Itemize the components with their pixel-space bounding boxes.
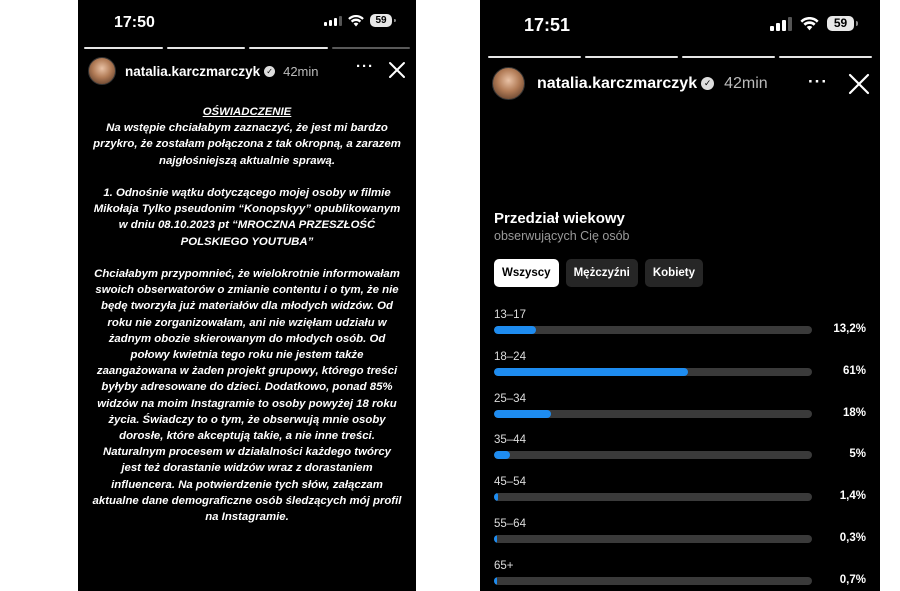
story-progress-bar — [488, 56, 872, 58]
statement-paragraph-1: 1. Odnośnie wątku dotyczącego mojej osoby w filmie Mikołaja Tylko pseudonim “Konopskyy” opublikowanym w dniu 08.10.2023 pt “MROCZNA PRZESZŁOŚĆ POLSKIEGO YOUTUBA” — [93, 187, 401, 248]
age-group-label: 35–44 — [494, 434, 526, 447]
age-group-row — [494, 309, 866, 349]
verified-badge-icon: ✓ — [701, 77, 714, 90]
age-group-row — [494, 476, 866, 516]
age-range-title: Przedział wiekowy — [494, 210, 625, 227]
audience-filter-group — [494, 259, 703, 287]
age-group-label: 13–17 — [494, 309, 526, 321]
age-group-label: 18–24 — [494, 350, 526, 363]
age-group-label: 55–64 — [494, 518, 526, 530]
statement-paragraph-2: Chciałabym przypomnieć, że wielokrotnie informowałam swoich obserwatorów o zmianie contentu i o tym, że nie będę tworzyła już materiałów dla młodych widzów. Od roku nie zorganizowałam, ani nie wzięłam udziału w żadnym obozie skierowanym do młodych osób. Od połowy kwietnia tego roku nie jestem także zaangażowana w żaden projekt grupowy, którego treści byłyby adresowane do dzieci. Dodatkowo, ponad 85% widzów na moim Instagramie to osoby powyżej 18 roku życia. Świadczy to o tym, że obserwują mnie osoby dorosłe, które akceptują takie, a nie inne treści. Naturalnym procesem w działalności każdego twórcy jest też dorastanie widzów wraz z dorastaniem influencera. Na potwierdzenie tych słów, załączam aktualne dane demograficzne osób śledzących mój profil na Instagramie. — [92, 268, 402, 524]
age-group-bar-fill — [494, 535, 497, 543]
status-bar — [480, 0, 880, 44]
age-group-row — [494, 560, 866, 591]
more-options-icon[interactable]: ··· — [808, 72, 828, 91]
cellular-signal-icon — [324, 16, 342, 26]
username[interactable]: natalia.karczmarczyk — [537, 74, 698, 92]
age-group-bar-fill — [494, 493, 498, 501]
wifi-icon — [800, 17, 819, 31]
age-group-percent: 5% — [849, 448, 866, 461]
story-header — [492, 67, 768, 100]
filter-all-button[interactable]: Wszyscy — [494, 259, 559, 287]
filter-men-button[interactable]: Mężczyźni — [566, 259, 638, 287]
age-group-percent: 18% — [842, 406, 866, 419]
age-group-row — [494, 393, 866, 433]
age-group-label: 45–54 — [494, 476, 526, 489]
statement-text — [92, 104, 402, 541]
filter-women-button[interactable]: Kobiety — [645, 259, 703, 287]
battery-indicator: 59 — [370, 14, 392, 27]
more-options-icon[interactable]: ··· — [356, 58, 374, 75]
age-group-row — [494, 518, 866, 558]
age-group-bar-track — [494, 577, 812, 585]
age-group-label: 25–34 — [494, 392, 526, 405]
age-group-bar-fill — [494, 451, 510, 459]
age-group-percent: 1,4% — [839, 490, 866, 503]
time-ago: 42min — [283, 63, 319, 79]
age-group-bar-track — [494, 535, 812, 543]
story-screen-insights — [480, 0, 880, 591]
battery-indicator: 59 — [827, 16, 854, 31]
cellular-signal-icon — [770, 17, 792, 31]
status-bar — [78, 0, 416, 44]
wifi-icon — [348, 15, 364, 27]
age-group-row — [494, 351, 866, 391]
status-time: 17:50 — [114, 14, 155, 31]
age-range-subtitle: obserwujących Cię osób — [494, 229, 630, 243]
time-ago: 42min — [724, 74, 768, 92]
age-group-percent: 61% — [842, 364, 866, 377]
age-group-bar-track — [494, 493, 812, 501]
close-icon[interactable] — [388, 61, 406, 79]
age-group-percent: 13,2% — [833, 323, 866, 335]
age-group-bar-fill — [494, 410, 551, 418]
age-group-label: 65+ — [494, 559, 514, 572]
age-group-bar-track — [494, 326, 812, 334]
age-group-bar-fill — [494, 577, 497, 585]
statement-title: OŚWIADCZENIE — [202, 106, 292, 118]
story-header — [88, 57, 319, 85]
age-group-row — [494, 434, 866, 474]
statement-paragraph-intro: Na wstępie chciałabym zaznaczyć, że jest mi bardzo przykro, że zostałam połączona z tak okropną, a zarazem najgłośniejszą aktualnie sprawą. — [93, 122, 401, 167]
verified-badge-icon: ✓ — [264, 66, 275, 77]
age-group-bar-fill — [494, 326, 536, 334]
status-icons — [324, 14, 392, 27]
avatar[interactable] — [88, 57, 116, 85]
age-group-bar-track — [494, 410, 812, 418]
status-time: 17:51 — [524, 15, 571, 35]
status-icons — [770, 16, 854, 31]
age-group-percent: 0,3% — [839, 532, 866, 544]
username[interactable]: natalia.karczmarczyk — [125, 63, 261, 79]
age-group-bar-track — [494, 368, 812, 376]
age-group-bar-fill — [494, 368, 688, 376]
age-group-bar-track — [494, 451, 812, 459]
story-progress-bar — [84, 47, 410, 49]
age-group-percent: 0,7% — [839, 573, 866, 586]
close-icon[interactable] — [848, 73, 870, 95]
avatar[interactable] — [492, 67, 525, 100]
story-screen-statement — [78, 0, 416, 591]
